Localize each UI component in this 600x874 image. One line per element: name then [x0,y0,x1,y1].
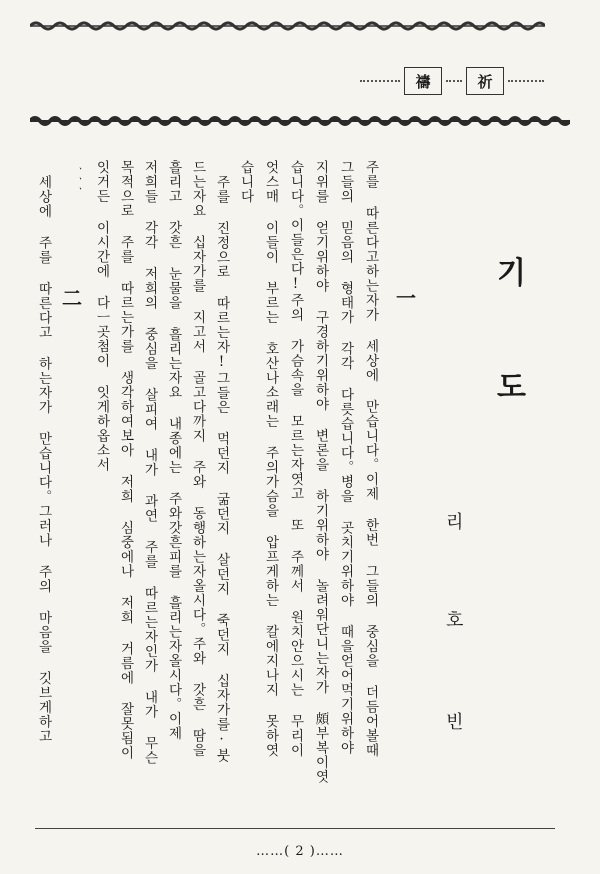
text-column: 세상에 주를 따른다고 하는자가 만습니다。그러나 주의 마음을 깃브게하고 [35,175,52,744]
title-char-1: 기 [497,256,526,291]
header-badge-left: 禱 [404,67,442,95]
title-char-2: 도 [497,370,526,405]
text-column: 엇스매 이들이 부르는 호산나소래는 주의가슴을 압프게하는 칼에지나지 못하엿 [262,160,279,758]
dotted-leader [508,80,544,82]
dotted-leader [446,80,462,82]
text-column: 흘리고 갓흔 눈물을 흘리는자요 내종에는 주와갓흔피를 흘리는자올시다。이제 [165,160,182,741]
top-ornamental-border [30,20,545,32]
text-column: 저희들 각각 저희의 중심을 살피여 내가 과연 주를 따르는자인가 내가 무슨 [141,160,158,765]
section-mark-1: 一 [396,286,416,310]
text-column: 목적으로 주를 따르는가를 생각하여보아 저희 심중에나 저희 거름에 잘못됨이 [117,160,134,760]
header-badge-group [360,62,560,100]
author-char-2: 호 [446,610,464,631]
dotted-leader [360,80,400,82]
author-char-1: 리 [446,512,464,533]
text-column: 잇거든 이시간에 다ㅡ곳첨이 잇게하옵소서 [93,160,110,472]
page-number: ……( 2 )…… [256,844,344,859]
text-column: 습니다。이들은다!주의 가슴속을 모르는자엿고 또 주께서 원치안으시는 무리이 [287,160,304,758]
header-badge-right: 祈 [466,67,504,95]
margin-note: ㆍㆍㆍ [74,164,84,194]
text-column: 주를 진정으로 따르는자!그들은 먹던지 굶던지 살던지 죽던지 십자가를·붓 [213,175,230,763]
author-char-3: 빈 [446,712,464,733]
text-column: 습니다 [237,160,254,204]
footer-rule [35,828,555,829]
header-ornamental-divider [30,113,570,129]
text-column: 드는자요 십자가를 지고서 골고다까지 주와 동행하는자올시다。주와 갓흔 땀을 [189,160,206,758]
text-column: 지위를 얻기위하야 구경하기위하야 변론을 하기위하야 놀려워단니는자가 頗부복이엿 [312,160,329,784]
text-column: 그들의 믿음의 형태가 각각 다릇습니다。병을 곳치기위하야 때을얻어먹기위하야 [337,160,354,755]
section-mark-2: 二 [62,286,82,310]
text-column: 주를 따른다고하는자가 세상에 만습니다。이제 한번 그들의 중심을 더듬어볼때 [362,160,379,758]
